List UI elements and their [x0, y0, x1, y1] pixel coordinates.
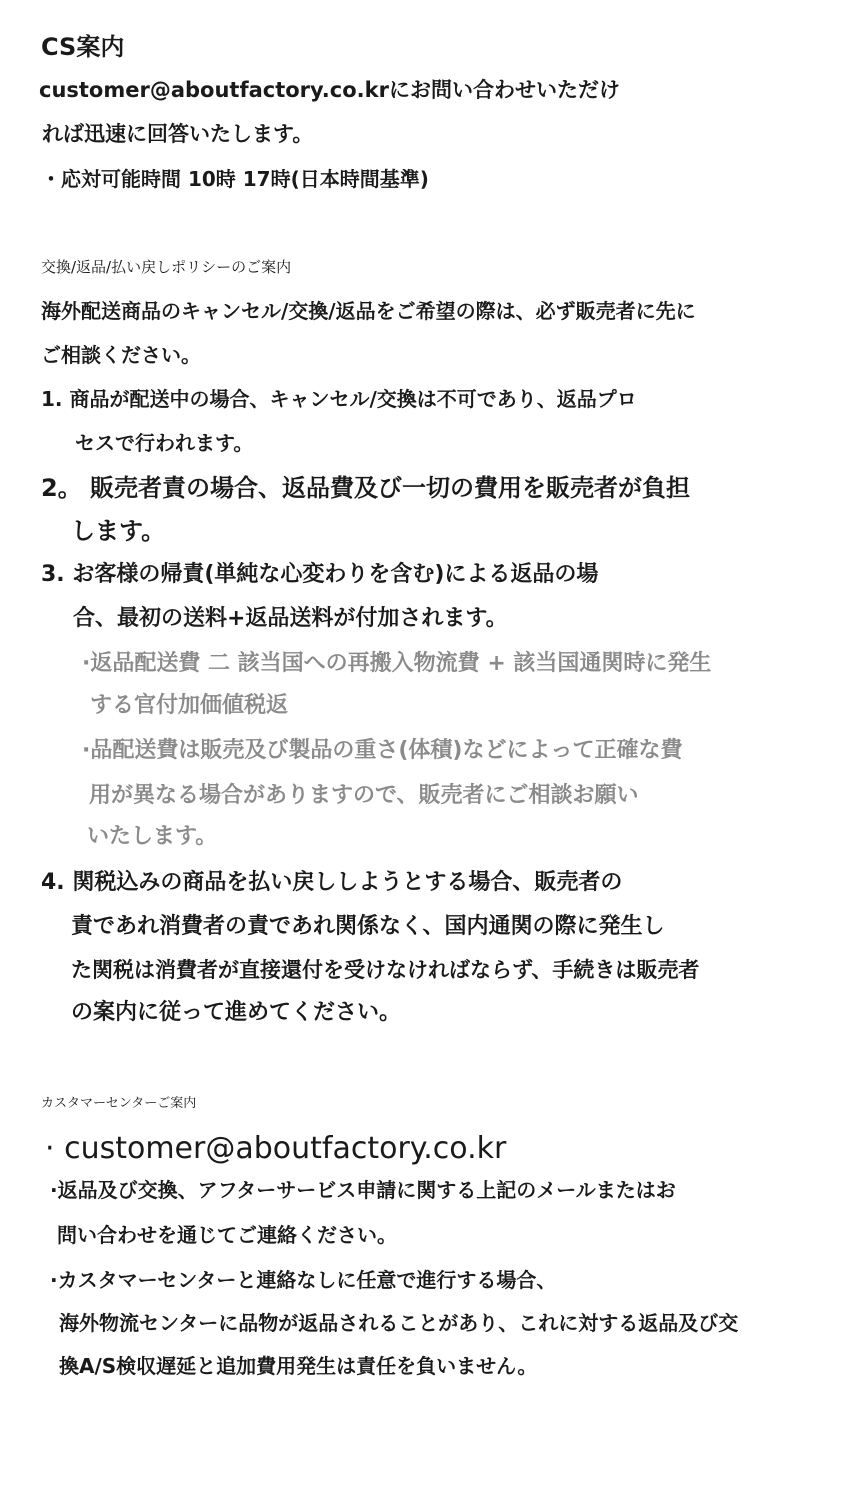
policy-intro-line-2: ご相談ください。 — [41, 343, 201, 367]
customer-center-heading: カスタマーセンターご案内 — [41, 1096, 197, 1111]
cs-title: CS案内 — [41, 33, 125, 61]
policy-item-3-line-1: 3. お客様の帰責(単純な心変わりを含む)による返品の場 — [41, 562, 599, 587]
cs-hours: ・応対可能時間 10時 17時(日本時間基準) — [41, 167, 429, 191]
policy-intro-line-1: 海外配送商品のキャンセル/交換/返品をご希望の際は、必ず販売者に先に — [41, 299, 696, 323]
policy-note-2-line-1: ·品配送費は販売及び製品の重さ(体積)などによって正確な費 — [82, 738, 683, 763]
customer-center-bullet-2-line-2: 海外物流センターに品物が返品されることがあり、これに対する返品及び交 — [59, 1311, 739, 1335]
customer-center-email: · customer@aboutfactory.co.kr — [45, 1131, 507, 1166]
cs-contact-line-1: customer@aboutfactory.co.krにお問い合わせいただけ — [39, 78, 620, 102]
policy-item-4-line-2: 責であれ消費者の責であれ関係なく、国内通関の際に発生し — [71, 914, 665, 939]
policy-item-4-line-1: 4. 関税込みの商品を払い戻ししようとする場合、販売者の — [41, 870, 623, 895]
policy-note-1-line-2: する官付加価値税返 — [90, 693, 289, 718]
customer-center-bullet-1-line-2: 問い合わせを通じてご連絡ください。 — [57, 1223, 397, 1247]
policy-note-2-line-3: いたします。 — [87, 824, 218, 849]
policy-heading: 交換/返品/払い戻しポリシーのご案内 — [41, 258, 292, 276]
customer-center-bullet-1-line-1: ·返品及び交換、アフターサービス申請に関する上記のメールまたはお — [50, 1178, 676, 1202]
policy-item-4-line-4: の案内に従って進めてください。 — [71, 1000, 402, 1025]
policy-note-1-line-1: ·返品配送費 二 該当国への再搬入物流費 + 該当国通関時に発生 — [82, 651, 712, 676]
policy-item-2-line-2: します。 — [71, 517, 166, 545]
policy-item-3-line-2: 合、最初の送料+返品送料が付加されます。 — [73, 606, 508, 631]
customer-center-bullet-2-line-1: ·カスタマーセンターと連絡なしに任意で進行する場合、 — [50, 1268, 557, 1292]
customer-center-bullet-2-line-3: 換A/S検収遅延と追加費用発生は責任を負いません。 — [59, 1354, 538, 1378]
policy-item-4-line-3: た関税は消費者が直接還付を受けなければならず、手続きは販売者 — [71, 958, 700, 982]
policy-note-2-line-2: 用が異なる場合がありますので、販売者にご相談お願い — [89, 783, 639, 808]
cs-contact-line-2: れば迅速に回答いたします。 — [42, 122, 314, 146]
policy-item-2-line-1: 2。 販売者責の場合、返品費及び一切の費用を販売者が負担 — [41, 474, 691, 502]
policy-item-1-line-1: 1. 商品が配送中の場合、キャンセル/交換は不可であり、返品プロ — [41, 387, 637, 411]
policy-item-1-line-2: セスで行われます。 — [75, 431, 254, 455]
